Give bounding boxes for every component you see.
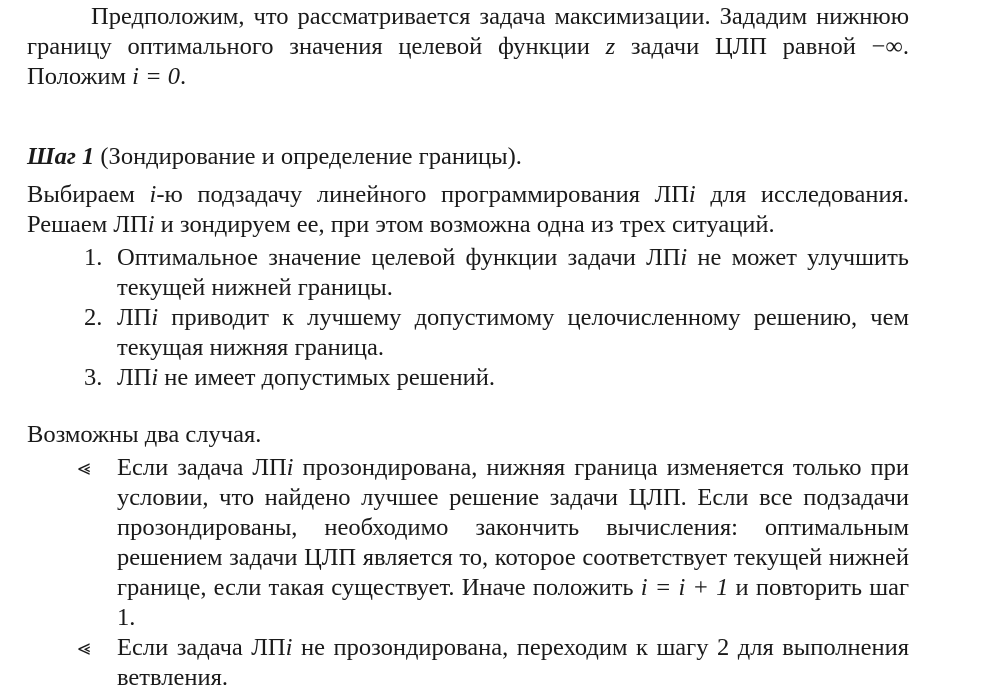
intro-end: .	[180, 63, 187, 90]
bullet-text: и повторить шаг 1.	[117, 574, 909, 631]
step-subtitle: (Зондирование и определение границы).	[94, 143, 522, 170]
intro-paragraph	[27, 2, 909, 92]
list-item-text: не имеет допустимых решений.	[158, 364, 495, 391]
intro-tail: задачи ЦЛП равной	[615, 33, 872, 60]
bullet-text: Если задача ЛП	[117, 454, 287, 481]
list-number: 1.	[84, 244, 103, 271]
bullet-text: не прозондирована, переходим к шагу 2 для выполнения ветвления.	[117, 634, 910, 691]
arrowhead-bullet-icon: ⪡	[78, 636, 91, 661]
list-item-text: ЛП	[117, 364, 152, 391]
variable-i: i	[151, 304, 159, 331]
negative-infinity: −∞	[871, 33, 903, 60]
para-text-1: Выбираем	[27, 181, 150, 208]
step-1-heading	[27, 142, 909, 172]
list-item-text: Оптимальное значение целевой функции задачи ЛП	[117, 244, 681, 271]
step-title: Шаг 1	[27, 143, 95, 170]
variable-z: z	[605, 33, 616, 60]
variable-i: i	[149, 181, 157, 208]
intro-sentence2: . Положим	[27, 33, 909, 90]
list-number: 2.	[84, 304, 103, 331]
list-item	[117, 303, 909, 363]
increment-formula: i = i + 1	[640, 574, 729, 601]
list-item	[117, 243, 909, 303]
variable-i: i	[285, 634, 293, 661]
bullet-text: Если задача ЛП	[117, 634, 286, 661]
para-text-4: и зондируем ее, при этом возможна одна из трех ситуаций.	[154, 211, 775, 238]
variable-i: i	[151, 364, 159, 391]
variable-i: i	[286, 454, 294, 481]
list-item	[117, 453, 909, 633]
list-number: 3.	[84, 364, 103, 391]
intro-text: Предположим, что рассматривается задача максимизации. Зададим нижнюю границу оптимального значения целевой функции	[27, 3, 909, 60]
list-item-text: ЛП	[117, 304, 152, 331]
variable-i: i	[147, 211, 155, 238]
arrowhead-bullet-icon: ⪡	[78, 456, 91, 481]
bullet-text: прозондирована, нижняя граница изменяется только при условии, что найдено лучшее решение задачи ЦЛП. Если все подзадачи прозондированы, необходимо закончить вычисления: оптимальным решением задачи ЦЛП является то, которое соответствует текущей нижней границе, если такая существует. Иначе положить	[117, 454, 910, 601]
variable-i: i	[688, 181, 696, 208]
list-item-text: не может улучшить текущей нижней границы.	[117, 244, 909, 301]
list-item	[117, 363, 909, 393]
list-item-text: приводит к лучшему допустимому целочисленному решению, чем текущая нижняя граница.	[117, 304, 909, 361]
list-item	[117, 633, 909, 693]
cases-heading: Возможны два случая.	[27, 421, 262, 448]
assignment-formula: i = 0	[132, 63, 180, 90]
variable-i: i	[680, 244, 688, 271]
para-text-3: для исследования. Решаем ЛП	[27, 181, 909, 238]
step-1-paragraph	[27, 180, 909, 240]
para-text-2: -ю подзадачу линейного программирования ЛП	[156, 181, 689, 208]
